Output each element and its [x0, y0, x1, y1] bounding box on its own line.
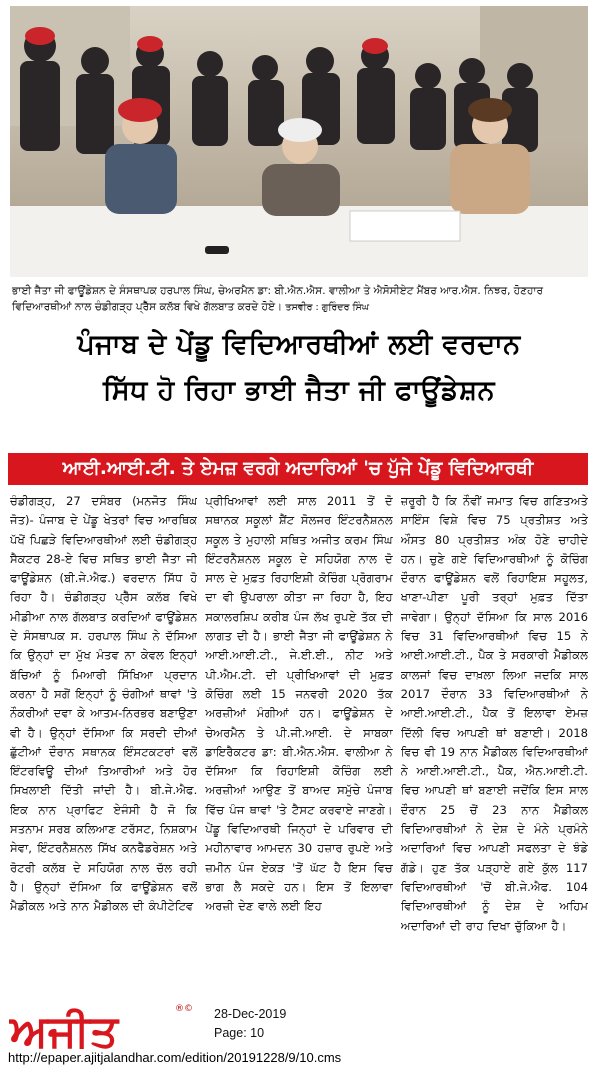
caption-text: ਭਾਈ ਜੈਤਾ ਜੀ ਫਾਊਂਡੇਸ਼ਨ ਦੇ ਸੰਸਥਾਪਕ ਹਰਪਾਲ ਸਿੰਘ, ਚੇਅਰਮੈਨ ਡਾ: ਬੀ.ਐਨ.ਐਸ. ਵਾਲੀਆ ਤੇ ਐਸੋਸੀਏਟ ਮੈਂਬਰ ਆਰ.ਐਸ. ਨਿਝਰ, ਹੋਣਹਾਰ ਵਿਦਿਆਰਥੀਆਂ ਨਾਲ ਚੰਡੀਗੜ੍ਹ ਪ੍ਰੈੱਸ ਕਲੱਬ ਵਿਖੇ ਗੱਲਬਾਤ ਕਰਦੇ ਹੋਏ।: [12, 285, 544, 313]
headline: [8, 322, 590, 414]
headline-line-2: ਸਿੱਧ ਹੋ ਰਿਹਾ ਭਾਈ ਜੈਤਾ ਜੀ ਫਾਊਂਡੇਸ਼ਨ: [103, 375, 495, 406]
column-1-text: ਚੰਡੀਗੜ੍ਹ, 27 ਦਸੰਬਰ (ਮਨਜੋਤ ਸਿੰਘ ਜੋਤ)- ਪੰਜਾਬ ਦੇ ਪੇਂਡੂ ਖੇਤਰਾਂ ਵਿਚ ਆਰਥਿਕ ਪੱਖੋਂ ਪਿਛੜੇ ਵਿਦਿਆਰਥੀਆਂ ਲਈ ਚੰਡੀਗੜ੍ਹ ਸੈਕਟਰ 28-ਏ ਵਿਚ ਸਥਿਤ ਭਾਈ ਜੈਤਾ ਜੀ ਫਾਊਂਡੇਸ਼ਨ (ਬੀ.ਜੇ.ਐਫ.) ਵਰਦਾਨ ਸਿੱਧ ਹੋ ਰਿਹਾ ਹੈ। ਚੰਡੀਗੜ੍ਹ ਪ੍ਰੈੱਸ ਕਲੱਬ ਵਿਖੇ ਮੀਡੀਆ ਨਾਲ ਗੱਲਬਾਤ ਕਰਦਿਆਂ ਫਾਊਂਡੇਸ਼ਨ ਦੇ ਸੰਸਥਾਪਕ ਸ. ਹਰਪਾਲ ਸਿੰਘ ਨੇ ਦੱਸਿਆ ਕਿ ਉਨ੍ਹਾਂ ਦਾ ਮੁੱਖ ਮੰਤਵ ਨਾ ਕੇਵਲ ਇਨ੍ਹਾਂ ਬੱਚਿਆਂ ਨੂੰ ਮਿਆਰੀ ਸਿੱਖਿਆ ਪ੍ਰਦਾਨ ਕਰਨਾ ਹੈ ਸਗੋਂ ਇਨ੍ਹਾਂ ਨੂੰ ਚੰਗੀਆਂ ਥਾਵਾਂ 'ਤੇ ਨੌਕਰੀਆਂ ਦਵਾ ਕੇ ਆਤਮ-ਨਿਰਭਰ ਬਣਾਉਣਾ ਵੀ ਹੈ। ਉਨ੍ਹਾਂ ਦੱਸਿਆ ਕਿ ਸਰਦੀ ਦੀਆਂ ਛੁੱਟੀਆਂ ਦੌਰਾਨ ਸਥਾਨਕ ਇੰਸਟਕਟਰਾਂ ਵਲੋਂ ਇੰਟਰਵਿਊ ਦੀਆਂ ਤਿਆਰੀਆਂ ਅਤੇ ਹੋਰ ਸਿਖਲਾਈ ਦਿੱਤੀ ਜਾਂਦੀ ਹੈ। ਬੀ.ਜੇ.ਐਫ. ਇਕ ਨਾਨ ਪ੍ਰਾਫਿਟ ਏਜੰਸੀ ਹੈ ਜੋ ਕਿ ਸਤਨਾਮ ਸਰਬ ਕਲਿਆਣ ਟਰੱਸਟ, ਨਿਸ਼ਕਾਮ ਸੇਵਾ, ਇੰਟਰਨੈਸ਼ਨਲ ਸਿੱਖ ਕਨਫੈਡਰੇਸ਼ਨ ਅਤੇ ਰੋਟਰੀ ਕਲੱਬ ਦੇ ਸਹਿਯੋਗ ਨਾਲ ਚੱਲ ਰਹੀ ਹੈ। ਉਨ੍ਹਾਂ ਦੱਸਿਆ ਕਿ ਫਾਊਂਡੇਸ਼ਨ ਵਲੋਂ ਮੈਡੀਕਲ ਅਤੇ ਨਾਨ ਮੈਡੀਕਲ ਦੀ ਕੰਪੀਟੇਟਿਵ: [10, 494, 198, 914]
article-column-1: [10, 492, 197, 999]
photo-illustration: [10, 6, 588, 277]
news-photo: [10, 6, 588, 277]
article-body: [10, 492, 588, 999]
logo-text: ਅਜੀਤ: [10, 1006, 118, 1056]
headline-line-1: ਪੰਜਾਬ ਦੇ ਪੇਂਡੂ ਵਿਦਿਆਰਥੀਆਂ ਲਈ ਵਰਦਾਨ: [77, 329, 521, 360]
edition-date: 28-Dec-2019: [214, 1007, 287, 1021]
article-column-2: [205, 492, 392, 999]
subheadline-banner: ਆਈ.ਆਈ.ਟੀ. ਤੇ ਏਮਜ਼ ਵਰਗੇ ਅਦਾਰਿਆਂ 'ਚ ਪੁੱਜੇ ਪੇਂਡੂ ਵਿਦਿਆਰਥੀ: [8, 453, 588, 485]
ajit-logo-mark: [8, 1002, 188, 1056]
photo-caption: [12, 283, 586, 316]
column-2-text: ਪ੍ਰੀਖਿਆਵਾਂ ਲਈ ਸਾਲ 2011 ਤੋਂ ਦੋ ਸਥਾਨਕ ਸਕੂਲਾਂ ਸ਼ੈਂਟ ਸੋਲਜਰ ਇੰਟਰਨੈਸ਼ਨਲ ਸਕੂਲ ਤੇ ਮੁਹਾਲੀ ਸਥਿਤ ਅਜੀਤ ਕਰਮ ਸਿੰਘ ਇੰਟਰਨੈਸ਼ਨਲ ਸਕੂਲ ਦੇ ਸਹਿਯੋਗ ਨਾਲ ਦੋ ਸਾਲ ਦੇ ਮੁਫ਼ਤ ਰਿਹਾਇਸ਼ੀ ਕੋਚਿੰਗ ਪ੍ਰੋਗਰਾਮ ਦਾ ਵੀ ਉਪਰਾਲਾ ਕੀਤਾ ਜਾ ਰਿਹਾ ਹੈ, ਇਹ ਸਕਾਲਰਸ਼ਿਪ ਕਰੀਬ ਪੰਜ ਲੱਖ ਰੁਪਏ ਤੱਕ ਦੀ ਲਾਗਤ ਦੀ ਹੈ। ਭਾਈ ਜੈਤਾ ਜੀ ਫਾਊਂਡੇਸ਼ਨ ਨੇ ਆਈ.ਆਈ.ਟੀ., ਜੇ.ਈ.ਈ., ਨੀਟ ਅਤੇ ਪੀ.ਐਮ.ਟੀ. ਦੀ ਪ੍ਰੀਖਿਆਵਾਂ ਦੀ ਮੁਫ਼ਤ ਕੋਚਿੰਗ ਲਈ 15 ਜਨਵਰੀ 2020 ਤੱਕ ਅਰਜ਼ੀਆਂ ਮੰਗੀਆਂ ਹਨ। ਫਾਊਂਡੇਸ਼ਨ ਦੇ ਚੇਅਰਮੈਨ ਤੇ ਪੀ.ਜੀ.ਆਈ. ਦੇ ਸਾਬਕਾ ਡਾਇਰੈਕਟਰ ਡਾ: ਬੀ.ਐਨ.ਐਸ. ਵਾਲੀਆ ਨੇ ਦੱਸਿਆ ਕਿ ਰਿਹਾਇਸ਼ੀ ਕੋਚਿੰਗ ਲਈ ਅਰਜ਼ੀਆਂ ਆਉਣ ਤੋਂ ਬਾਅਦ ਸਮੁੱਚੇ ਪੰਜਾਬ ਵਿੱਚ ਪੰਜ ਥਾਵਾਂ 'ਤੇ ਟੈਸਟ ਕਰਵਾਏ ਜਾਣਗੇ। ਪੇਂਡੂ ਵਿਦਿਆਰਥੀ ਜਿਨ੍ਹਾਂ ਦੇ ਪਰਿਵਾਰ ਦੀ ਮਹੀਨਾਵਾਰ ਆਮਦਨ 30 ਹਜ਼ਾਰ ਰੁਪਏ ਅਤੇ ਜ਼ਮੀਨ ਪੰਜ ਏਕੜ 'ਤੋਂ ਘੱਟ ਹੈ ਇਸ ਵਿਚ ਭਾਗ ਲੈ ਸਕਦੇ ਹਨ। ਇਸ ਤੋਂ ਇਲਾਵਾ ਅਰਜ਼ੀ ਦੇਣ ਵਾਲੇ ਲਈ ਇਹ: [205, 494, 393, 914]
edition-page: Page: 10: [214, 1026, 265, 1040]
column-3-text: ਜ਼ਰੂਰੀ ਹੈ ਕਿ ਨੌਵੀਂ ਜਮਾਤ ਵਿਚ ਗਣਿਤਅਤੇ ਸਾਇੰਸ ਵਿਸ਼ੇ ਵਿਚ 75 ਪ੍ਰਤੀਸ਼ਤ ਅਤੇ ਔਸਤ 80 ਪ੍ਰਤੀਸ਼ਤ ਅੰਕ ਹੋਣੇ ਚਾਹੀਦੇ ਹਨ। ਚੁਣੇ ਗਏ ਵਿਦਿਆਰਥੀਆਂ ਨੂੰ ਕੋਚਿੰਗ ਦੌਰਾਨ ਫਾਊਂਡੇਸ਼ਨ ਵਲੋਂ ਰਿਹਾਇਸ਼ ਸਹੂਲਤ, ਖਾਣਾ-ਪੀਣਾ ਪੂਰੀ ਤਰ੍ਹਾਂ ਮੁਫ਼ਤ ਦਿੱਤਾ ਜਾਵੇਗਾ। ਉਨ੍ਹਾਂ ਦੱਸਿਆ ਕਿ ਸਾਲ 2016 ਵਿਚ 31 ਵਿਦਿਆਰਥੀਆਂ ਵਿਚ 15 ਨੇ ਆਈ.ਆਈ.ਟੀ., ਪੈਕ ਤੇ ਸਰਕਾਰੀ ਮੈਡੀਕਲ ਕਾਲਜਾਂ ਵਿਚ ਦਾਖ਼ਲਾ ਲਿਆ ਜਦਕਿ ਸਾਲ 2017 ਦੌਰਾਨ 33 ਵਿਦਿਆਰਥੀਆਂ ਨੇ ਆਈ.ਆਈ.ਟੀ., ਪੈਕ ਤੋਂ ਇਲਾਵਾ ਏਮਜ਼ ਦਿੱਲੀ ਵਿਚ ਆਪਣੀ ਥਾਂ ਬਣਾਈ। 2018 ਵਿਚ ਵੀ 19 ਨਾਨ ਮੈਡੀਕਲ ਵਿਦਿਆਰਥੀਆਂ ਨੇ ਆਈ.ਆਈ.ਟੀ., ਪੈਕ, ਐਨ.ਆਈ.ਟੀ. ਵਿਚ ਆਪਣੀ ਥਾਂ ਬਣਾਈ ਜਦੋਂਕਿ ਇਸ ਸਾਲ ਦੌਰਾਨ 25 ਚੋਂ 23 ਨਾਨ ਮੈਡੀਕਲ ਵਿਦਿਆਰਥੀਆਂ ਨੇ ਦੇਸ਼ ਦੇ ਮੰਨੇ ਪ੍ਰਮੰਨੇ ਅਦਾਰਿਆਂ ਵਿਚ ਆਪਣੀ ਸਫਲਤਾ ਦੇ ਝੰਡੇ ਗੱਡੇ। ਹੁਣ ਤੱਕ ਪੜ੍ਹਾਏ ਗਏ ਕੁੱਲ 117 ਵਿਦਿਆਰਥੀਆਂ 'ਚੋਂ ਬੀ.ਜੇ.ਐਫ. 104 ਵਿਦਿਆਰਥੀਆਂ ਨੂੰ ਦੇਸ਼ ਦੇ ਅਹਿਮ ਅਦਾਰਿਆਂ ਦੀ ਰਾਹ ਦਿਖਾ ਚੁੱਕਿਆ ਹੈ।: [400, 494, 588, 933]
source-url[interactable]: http://epaper.ajitjalandhar.com/edition/20191228/9/10.cms: [8, 1050, 342, 1065]
ajit-logo: [8, 1002, 188, 1056]
registered-mark: ®©: [175, 1004, 193, 1014]
article-column-3: [401, 492, 588, 999]
photo-credit: ਤਸਵੀਰ : ਗੁਰਿੰਦਰ ਸਿੰਘ: [285, 302, 369, 313]
